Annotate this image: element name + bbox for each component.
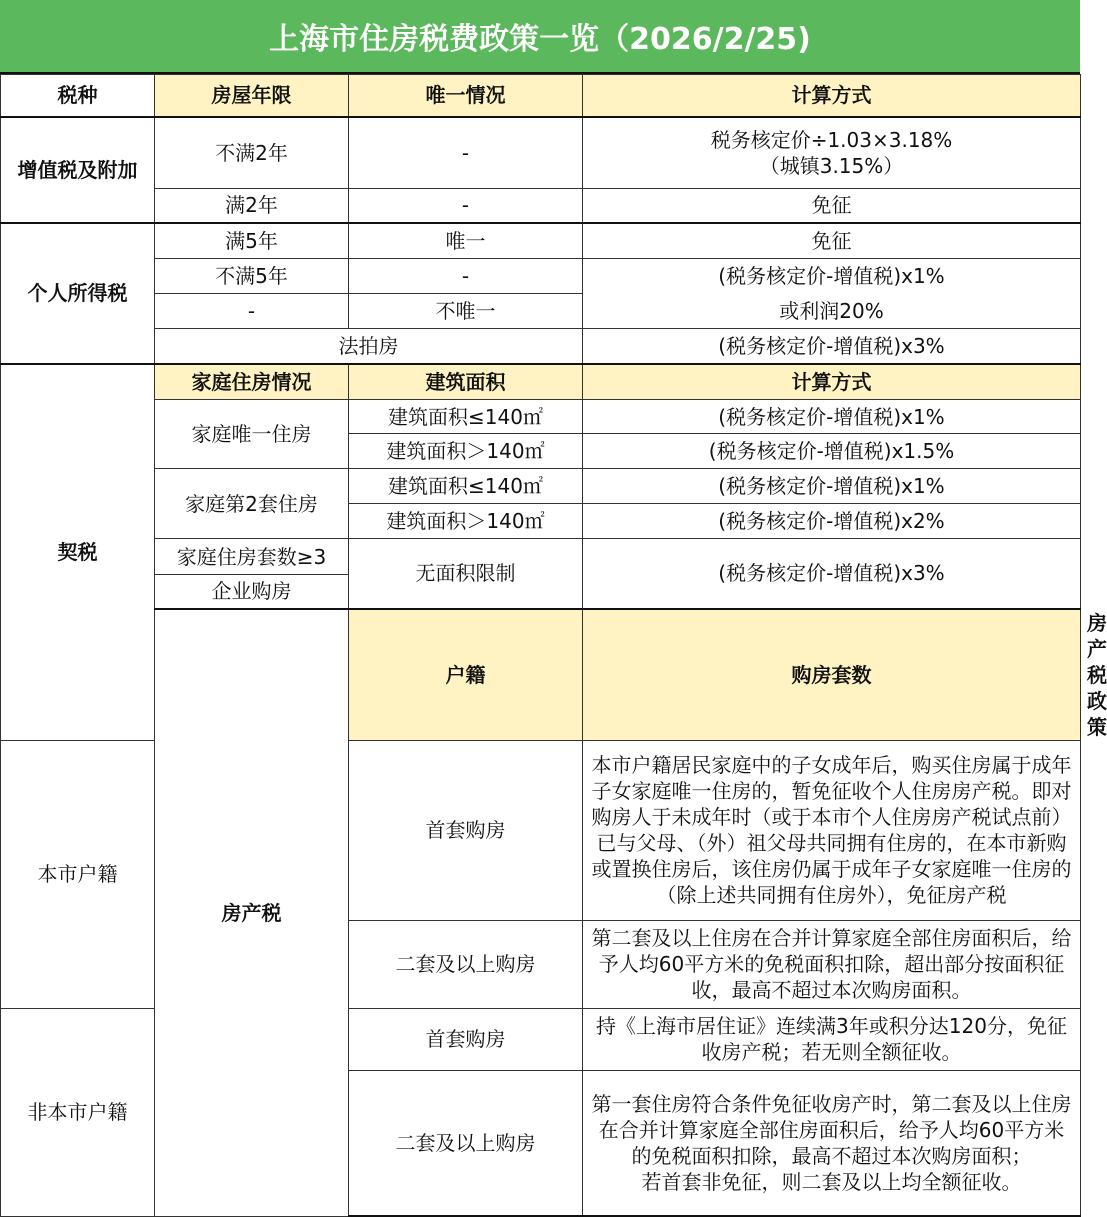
holding-period-cell: 满2年 (155, 189, 349, 223)
header-tax-type: 税种 (1, 75, 155, 117)
purchase-count-cell: 二套及以上购房 (349, 920, 583, 1008)
tax-name-property: 房产税 (155, 609, 349, 1217)
table-row (1, 223, 1081, 259)
property-header-row: 房产税 户籍 购房套数 房产税政策 (1, 609, 1081, 741)
holding-period-cell: - (155, 294, 349, 329)
hukou-cell: 非本市户籍 (1, 1008, 155, 1216)
floor-area-cell: 建筑面积≤140㎡ (349, 400, 583, 434)
table-row (1, 469, 1081, 504)
calc-method-cell: (税务核定价-增值税)x3% (583, 539, 1081, 609)
calc-method-cell: (税务核定价-增值税)x3% (583, 329, 1081, 364)
holding-period-cell: 满5年 (155, 223, 349, 259)
tax-name-income: 个人所得税 (1, 223, 155, 364)
floor-area-cell: 建筑面积＞140㎡ (349, 504, 583, 539)
table-row (1, 259, 1081, 294)
floor-area-cell: 无面积限制 (349, 539, 583, 609)
policy-cell: 持《上海市居住证》连续满3年或积分达120分，免征收房产税；若无则全额征收。 (583, 1008, 1081, 1070)
floor-area-cell: 建筑面积≤140㎡ (349, 469, 583, 504)
calc-method-cell: 免征 (583, 223, 1081, 259)
calc-method-cell: (税务核定价-增值税)x2% (583, 504, 1081, 539)
header-floor-area: 建筑面积 (349, 364, 583, 400)
auction-house-cell: 法拍房 (155, 329, 583, 364)
calc-method-cell: (税务核定价-增值税)x1% (583, 400, 1081, 434)
housing-situation-cell: 企业购房 (155, 575, 349, 609)
header-calc-method: 计算方式 (583, 75, 1081, 117)
calc-method-cell: 免征 (583, 189, 1081, 223)
uniqueness-cell: - (349, 189, 583, 223)
holding-period-cell: 不满5年 (155, 259, 349, 294)
calc-method-cell: (税务核定价-增值税)x1% (583, 469, 1081, 504)
header-housing-situation: 家庭住房情况 (155, 364, 349, 400)
table-row (1, 117, 1081, 189)
deed-header-row (1, 364, 1081, 400)
tax-name-vat: 增值税及附加 (1, 117, 155, 223)
policy-cell: 第二套及以上住房在合并计算家庭全部住房面积后，给予人均60平方米的免税面积扣除，超出部分按面积征收，最高不超过本次购房面积。 (583, 920, 1081, 1008)
policy-cell: 第一套住房符合条件免征收房产时，第二套及以上住房在合并计算家庭全部住房面积后，给予人均60平方米的免税面积扣除，最高不超过本次购房面积； 若首套非免征，则二套及以上均全额征收。 (583, 1070, 1081, 1216)
calc-method-cell: 或利润20% (583, 294, 1081, 329)
header-holding-period: 房屋年限 (155, 75, 349, 117)
tax-policy-table (0, 74, 1107, 1217)
housing-situation-cell: 家庭住房套数≥3 (155, 539, 349, 575)
tax-name-deed: 契税 (1, 364, 155, 741)
uniqueness-cell: 不唯一 (349, 294, 583, 329)
housing-situation-cell: 家庭唯一住房 (155, 400, 349, 469)
table-row (1, 329, 1081, 364)
uniqueness-cell: - (349, 117, 583, 189)
table-header-row (1, 75, 1081, 117)
holding-period-cell: 不满2年 (155, 117, 349, 189)
table-row (1, 294, 1081, 329)
calc-method-cell: (税务核定价-增值税)x1% (583, 259, 1081, 294)
header-hukou: 户籍 (349, 609, 583, 741)
page-title: 上海市住房税费政策一览（2026/2/25) (0, 0, 1080, 74)
table-row (1, 400, 1081, 434)
uniqueness-cell: - (349, 259, 583, 294)
purchase-count-cell: 首套购房 (349, 740, 583, 920)
table-row (1, 539, 1081, 575)
calc-method-cell: (税务核定价-增值税)x1.5% (583, 434, 1081, 469)
floor-area-cell: 建筑面积＞140㎡ (349, 434, 583, 469)
purchase-count-cell: 首套购房 (349, 1008, 583, 1070)
header-uniqueness: 唯一情况 (349, 75, 583, 117)
header-purchase-count: 购房套数 (583, 609, 1081, 741)
policy-cell: 本市户籍居民家庭中的子女成年后，购买住房属于成年子女家庭唯一住房的，暂免征收个人住房房产税。即对购房人于未成年时（或于本市个人住房房产税试点前）已与父母、（外）祖父母共同拥有住房的，在本市新购或置换住房后，该住房仍属于成年子女家庭唯一住房的（除上述共同拥有住房外），免征房产税 (583, 740, 1081, 920)
table-row (1, 189, 1081, 223)
purchase-count-cell: 二套及以上购房 (349, 1070, 583, 1216)
header-calc-method: 计算方式 (583, 364, 1081, 400)
hukou-cell: 本市户籍 (1, 740, 155, 1008)
calc-method-cell: 税务核定价÷1.03×3.18% （城镇3.15%） (583, 117, 1081, 189)
uniqueness-cell: 唯一 (349, 223, 583, 259)
housing-situation-cell: 家庭第2套住房 (155, 469, 349, 539)
